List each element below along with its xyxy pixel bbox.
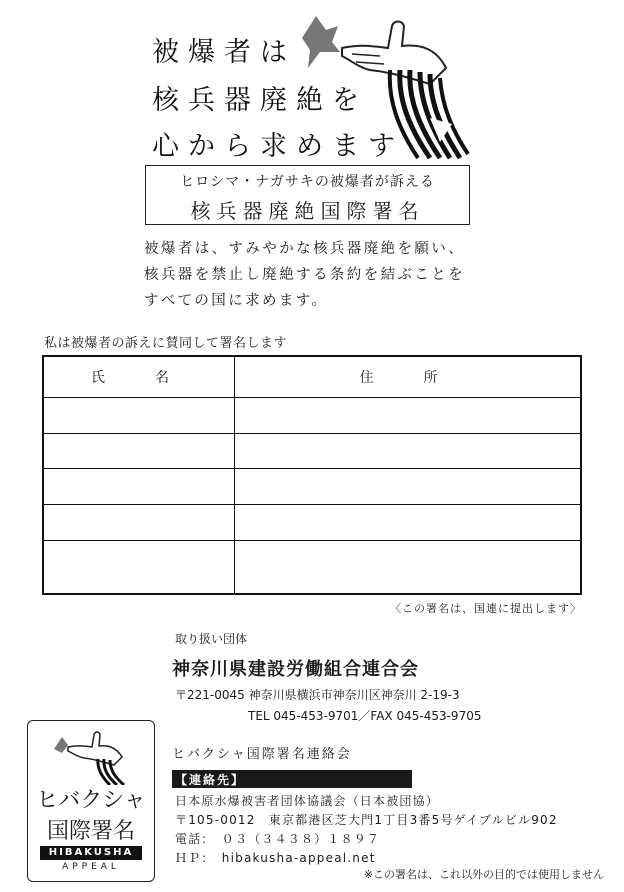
logo-appeal: APPEAL — [62, 862, 120, 872]
logo-line-1: ヒバクシャ — [36, 788, 146, 813]
signature-table — [42, 355, 582, 595]
table-row — [43, 469, 581, 505]
hibakusha-appeal-logo — [27, 720, 155, 882]
liaison-title: ヒバクシャ国際署名連絡会 — [172, 747, 352, 762]
usage-note: ※この署名は、これ以外の目的では使用しません — [363, 868, 604, 881]
name-cell[interactable] — [43, 505, 235, 541]
logo-band-text: HIBAKUSHA — [48, 847, 134, 858]
header-name: 氏 名 — [43, 356, 235, 398]
handler-tel-fax: TEL 045-453-9701／FAX 045-453-9705 — [248, 709, 482, 723]
logo-hand-icon — [48, 727, 138, 785]
contact-phone: 電話： ０３（３４３８）１８９７ — [175, 832, 381, 846]
petition-title: 核兵器廃絶国際署名 — [190, 199, 425, 223]
handler-address: 〒221-0045 神奈川県横浜市神奈川区神奈川 2-19-3 — [175, 688, 460, 702]
table-row — [43, 540, 581, 594]
contact-address: 〒105-0012 東京都港区芝大門1丁目3番5号ゲイブルビル902 — [175, 813, 558, 827]
un-submission-note: 〈この署名は、国連に提出します〉 — [390, 602, 582, 615]
name-cell[interactable] — [43, 469, 235, 505]
contact-hp[interactable]: ＨＰ： hibakusha-appeal.net — [175, 851, 376, 865]
petition-subtitle: ヒロシマ・ナガサキの被爆者が訴える — [180, 174, 435, 190]
contact-org: 日本原水爆被害者団体協議会（日本被団協） — [175, 794, 440, 808]
name-cell[interactable] — [43, 398, 235, 434]
table-header-row — [43, 356, 581, 398]
name-cell[interactable] — [43, 540, 235, 594]
headline-line-3: 心から求めます — [152, 131, 404, 162]
address-cell[interactable] — [235, 505, 582, 541]
handler-org: 神奈川県建設労働組合連合会 — [172, 659, 419, 680]
header-address: 住 所 — [235, 356, 582, 398]
handler-label: 取り扱い団体 — [175, 632, 248, 646]
logo-band — [40, 846, 142, 860]
petition-title-frame — [145, 165, 470, 225]
dove-icon — [302, 16, 340, 68]
address-cell[interactable] — [235, 469, 582, 505]
table-row — [43, 505, 581, 541]
name-cell[interactable] — [43, 433, 235, 469]
table-row — [43, 398, 581, 434]
address-cell[interactable] — [235, 540, 582, 594]
contact-bar — [172, 770, 412, 788]
address-cell[interactable] — [235, 433, 582, 469]
lead-line-3: すべての国に求めます。 — [144, 293, 329, 309]
address-cell[interactable] — [235, 398, 582, 434]
signature-intro: 私は被爆者の訴えに賛同して署名します — [44, 336, 288, 351]
lead-line-2: 核兵器を禁止し廃絶する条約を結ぶことを — [144, 267, 466, 283]
headline-line-1: 被爆者は — [152, 37, 296, 68]
table-row — [43, 433, 581, 469]
logo-line-2: 国際署名 — [46, 819, 135, 844]
headline-line-2: 核兵器廃絶を — [152, 85, 368, 116]
contact-label: 【連絡先】 — [175, 773, 246, 787]
lead-line-1: 被爆者は、すみやかな核兵器廃絶を願い、 — [144, 241, 466, 257]
